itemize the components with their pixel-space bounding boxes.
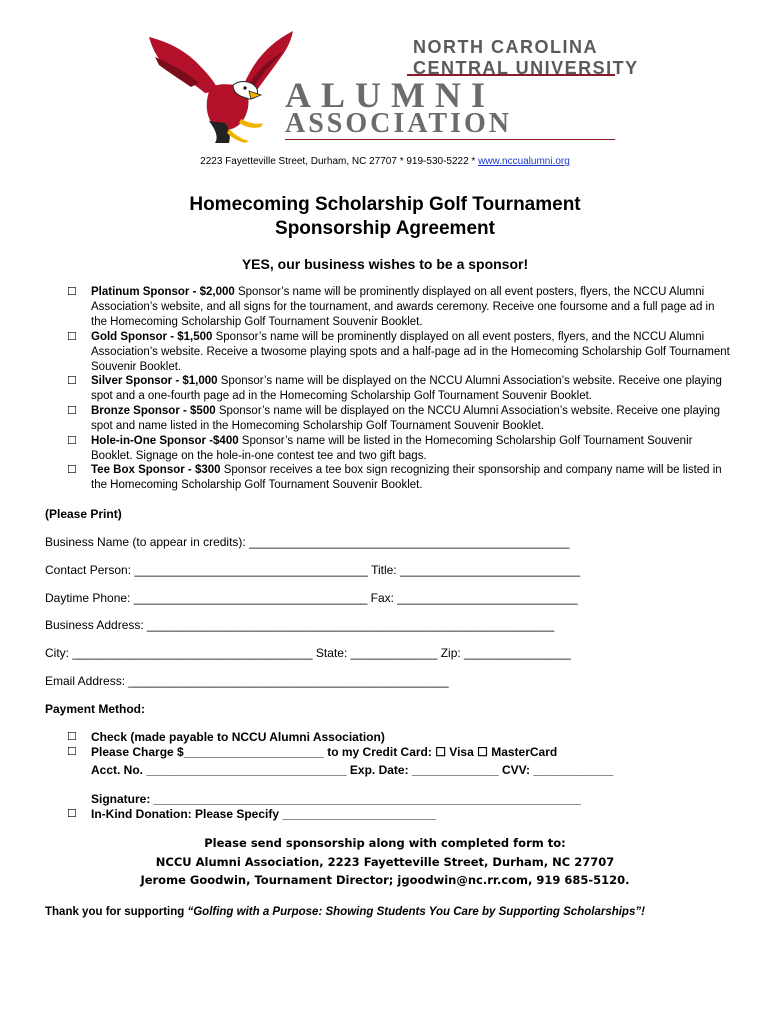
account-expiry-cvv-field[interactable]: Acct. No. ______________________________ Exp. Date: _____________ CVV: ____________ — [91, 763, 614, 777]
page-title — [0, 193, 770, 241]
tier-desc: Sponsor’s name will be prominently displayed on all event posters, flyers, the NCCU Alumni Association’s website, and all signs for the tournament, and awards ceremony. Receive one foursome and a full page ad in the Homecoming Scholarship Golf Tournament Souvenir Booklet. — [91, 286, 715, 328]
payment-charge-field[interactable]: Please Charge $_____________________ to my Credit Card: ☐ Visa ☐ MasterCard — [91, 745, 558, 759]
tier-platinum — [91, 285, 731, 330]
checkbox-tee-box[interactable]: ☐ — [67, 464, 77, 476]
please-print-label: (Please Print) — [45, 507, 122, 521]
payment-method-heading: Payment Method: — [45, 702, 146, 716]
eagle-icon — [145, 27, 295, 143]
tier-silver — [91, 374, 731, 404]
tier-name: Gold Sponsor - $1,500 — [91, 331, 213, 343]
logo-text-alumni: ALUMNI — [285, 75, 495, 115]
checkbox-in-kind[interactable]: ☐ — [67, 808, 77, 820]
thanks-prefix: Thank you for supporting — [45, 906, 188, 918]
signature-field[interactable]: Signature: ________________________________________________________________ — [91, 792, 581, 806]
tier-desc: Sponsor’s name will be displayed on the NCCU Alumni Association’s website. Receive one playing spot and a one-fourth page ad in the Homecoming Scholarship Golf Tournament Souvenir Booklet. — [91, 375, 722, 402]
thank-you-message — [45, 906, 645, 918]
address-text: 2223 Fayetteville Street, Durham, NC 27707 * 919-530-5222 * — [200, 156, 479, 167]
phone-fax-field[interactable]: Daytime Phone: ___________________________________ Fax: ___________________________ — [45, 591, 578, 605]
website-link[interactable]: www.nccualumni.org — [478, 156, 570, 167]
tier-name: Tee Box Sponsor - $300 — [91, 464, 221, 476]
business-name-field[interactable]: Business Name (to appear in credits): ________________________________________________ — [45, 535, 570, 549]
thanks-slogan: “Golfing with a Purpose: Showing Students You Care by Supporting Scholarships”! — [187, 906, 645, 918]
in-kind-donation-field[interactable]: In-Kind Donation: Please Specify _______________________ — [91, 807, 436, 821]
tier-bronze — [91, 404, 731, 434]
tier-tee-box — [91, 463, 731, 493]
tier-name: Bronze Sponsor - $500 — [91, 405, 216, 417]
checkbox-credit-card[interactable]: ☐ — [67, 746, 77, 758]
checkbox-platinum[interactable]: ☐ — [67, 286, 77, 298]
checkbox-bronze[interactable]: ☐ — [67, 405, 77, 417]
alumni-association-logo — [145, 27, 639, 143]
tier-desc: Sponsor’s name will be displayed on the NCCU Alumni Association’s website. Receive one playing spot and name listed in the Homecoming Scholarship Golf Tournament Souvenir Booklet. — [91, 405, 720, 432]
tier-name: Silver Sponsor - $1,000 — [91, 375, 218, 387]
checkbox-check[interactable]: ☐ — [67, 731, 77, 743]
title-line-2: Sponsorship Agreement — [275, 218, 495, 239]
logo-text-north-carolina: NORTH CAROLINA — [413, 37, 598, 57]
tournament-director-contact: Jerome Goodwin, Tournament Director; jgoodwin@nc.rr.com, 919 685-5120. — [140, 873, 630, 887]
checkbox-hole-in-one[interactable]: ☐ — [67, 435, 77, 447]
tier-desc: Sponsor receives a tee box sign recognizing their sponsorship and company name will be listed in the Homecoming Scholarship Golf Tournament Souvenir Booklet. — [91, 464, 722, 491]
sponsor-heading: YES, our business wishes to be a sponsor! — [241, 256, 529, 272]
logo-text-central-university: CENTRAL UNIVERSITY — [413, 58, 639, 78]
logo-rule-bottom — [285, 139, 615, 140]
contact-title-field[interactable]: Contact Person: ___________________________________ Title: ___________________________ — [45, 563, 581, 577]
email-field[interactable]: Email Address: ________________________________________________ — [45, 674, 449, 688]
send-instructions: Please send sponsorship along with completed form to: — [204, 836, 566, 850]
contact-address — [0, 156, 770, 167]
mailing-address: NCCU Alumni Association, 2223 Fayetteville Street, Durham, NC 27707 — [155, 855, 615, 869]
tier-desc: Sponsor’s name will be listed in the Homecoming Scholarship Golf Tournament Souvenir Booklet. Signage on the hole-in-one contest tee and two gift bags. — [91, 435, 693, 462]
payment-check: Check (made payable to NCCU Alumni Association) — [91, 730, 385, 744]
business-address-field[interactable]: Business Address: _____________________________________________________________ — [45, 618, 555, 632]
title-line-1: Homecoming Scholarship Golf Tournament — [189, 194, 581, 215]
tier-gold — [91, 330, 731, 375]
city-state-zip-field[interactable]: City: ____________________________________ State: _____________ Zip: ________________ — [45, 646, 571, 660]
tier-hole-in-one — [91, 434, 731, 464]
logo-text-association: ASSOCIATION — [285, 108, 512, 139]
tier-name: Platinum Sponsor - $2,000 — [91, 286, 235, 298]
tier-name: Hole-in-One Sponsor -$400 — [91, 435, 239, 447]
checkbox-gold[interactable]: ☐ — [67, 331, 77, 343]
checkbox-silver[interactable]: ☐ — [67, 375, 77, 387]
tier-desc: Sponsor’s name will be prominently displayed on all event posters, flyers, and the NCCU Alumni Association’s website. Receive a twosome playing spots and a half-page ad in the Homecoming Scholarship Golf Tournament Souvenir Booklet. — [91, 331, 730, 373]
